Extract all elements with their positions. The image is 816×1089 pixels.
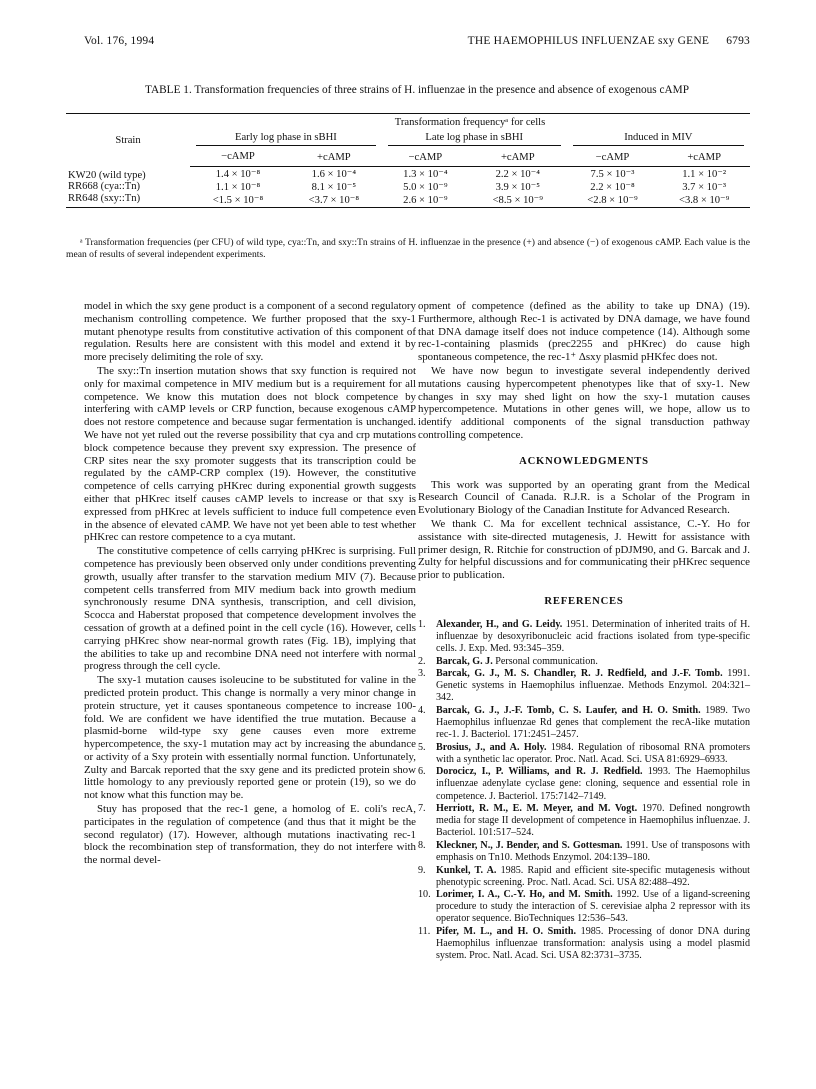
body-paragraph: Stuy has proposed that the rec-1 gene, a homolog of E. coli's recA, participates in the regulation of competence (and thus that it might be the second regulator) (17). However, although mutations inactivating rec-1 block the recombination step of transformation, they do not interfere with the normal devel-: [84, 803, 416, 867]
page-number: 6793: [726, 35, 750, 47]
reference-text: 1985. Rapid and efficient site-specific mutagenesis without phenotypic screening. Proc. Natl. Acad. Sci. USA 82:488–492.: [436, 864, 750, 888]
subcol-header: −cAMP: [190, 148, 286, 167]
value-cell: 1.4 × 10⁻⁸: [215, 168, 261, 180]
strain-cell: RR668 (cya::Tn): [68, 181, 141, 192]
reference-number: 6.: [418, 766, 426, 778]
reference-text: 1951. Determination of inherited traits of H. influenzae by desoxyribonucleic acid fractions isolated from type-specific cells. J. Exp. Med. 93:345–359.: [436, 618, 750, 654]
value-cell: 7.5 × 10⁻³: [590, 168, 635, 180]
value-cell: <3.7 × 10⁻⁸: [286, 193, 382, 208]
value-cell: 2.6 × 10⁻⁹: [382, 193, 469, 208]
value-cell: 2.2 × 10⁻⁸: [590, 181, 635, 193]
reference-number: 3.: [418, 668, 426, 680]
reference-authors: Herriott, R. M., E. M. Meyer, and M. Vogt.: [436, 803, 638, 815]
reference-text: 1993. The Haemophilus influenzae adenylate cyclase gene: cloning, sequence and essential role in competence. J. Bacteriol. 175:7142–7149.: [436, 766, 750, 802]
reference-number: 9.: [418, 864, 426, 876]
strain-cell: RR648 (sxy::Tn): [66, 193, 190, 208]
table-row: [66, 193, 750, 208]
reference-item: [418, 766, 750, 802]
reference-number: 10.: [418, 889, 431, 901]
reference-text: 1992. Use of a ligand-screening procedure to study the interaction of S. cerevisiae alpha 2 repressor with its operator sequence. BioTechniques 12:536–543.: [436, 889, 750, 925]
group-induced-miv: Induced in MIV: [573, 132, 744, 146]
references-heading: REFERENCES: [544, 595, 624, 607]
value-cell: 3.9 × 10⁻⁵: [495, 181, 540, 193]
reference-item: [418, 668, 750, 704]
reference-item: [418, 705, 750, 741]
transformation-table: [66, 113, 750, 208]
table-row: [66, 181, 750, 193]
reference-text: 1991. Use of transposons with emphasis on Tn10. Methods Enzymol. 204:139–180.: [436, 839, 750, 864]
table-caption: TABLE 1. Transformation frequencies of three strains of H. influenzae in the presence and absence of exogenous cAMP: [144, 84, 689, 96]
reference-authors: Barcak, G. J., J.-F. Tomb, C. S. Laufer, and H. O. Smith.: [436, 704, 701, 716]
subcol-header: +cAMP: [469, 148, 567, 167]
reference-item: [418, 865, 750, 889]
value-cell: 1.6 × 10⁻⁴: [311, 168, 357, 180]
body-paragraph: model in which the sxy gene product is a component of a second regulatory mechanism controlling competence. We further proposed that the sxy-1 mutant phenotype results from constitutive activation of this component of regulation. Results here are consistent with this model and extend it by more precisely delimiting the role of sxy.: [84, 300, 416, 364]
value-cell: 3.7 × 10⁻³: [682, 181, 727, 193]
value-cell: <1.5 × 10⁻⁸: [190, 193, 286, 208]
volume-label: Vol. 176, 1994: [84, 35, 155, 47]
subcol-header: +cAMP: [286, 148, 382, 167]
body-paragraph: The sxy-1 mutation causes isoleucine to be substituted for valine in the predicted protein product. This change is normally a very minor change in protein structure, yet it causes spontaneous competence to increase 100-fold. We are confident we have identified the true mutation. Because a plasmid-borne wild-type sxy gene causes even more extreme hypercompetence, the sxy-1 mutation may act by increasing the abundance or activity of a Sxy protein with essentially normal function. Unfortunately, Zulty and Barcak reported that the sxy gene and its predicted protein show little homology to any previously reported gene or protein (19), so we do not know what this function may be.: [84, 674, 416, 802]
reference-authors: Kunkel, T. A.: [436, 864, 497, 876]
value-cell: 2.2 × 10⁻⁴: [495, 168, 540, 180]
reference-text: 1989. Two Haemophilus influenzae Rd genes that complement the recA-like mutation rec-1. J. Bacteriol. 171:2451–2457.: [436, 704, 750, 741]
acknowledgments-heading: ACKNOWLEDGMENTS: [519, 455, 649, 467]
reference-item: [418, 840, 750, 864]
reference-authors: Dorocicz, I., P. Williams, and R. J. Redfield.: [436, 766, 643, 778]
reference-item: [418, 803, 750, 839]
reference-text: 1991. Genetic systems in Haemophilus influenzae. Methods Enzymol. 204:321–342.: [436, 668, 751, 704]
reference-number: 11.: [418, 926, 431, 938]
reference-number: 1.: [418, 618, 426, 630]
reference-authors: Kleckner, N., J. Bender, and S. Gottesman.: [436, 839, 623, 851]
reference-number: 4.: [418, 704, 426, 716]
body-paragraph: We have now begun to investigate several independently derived mutations causing hypercompetent phenotypes like that of sxy-1. New changes in sxy may shed light on how the sxy-1 mutation causes hypercompetence. Mutations in other genes will, we hope, allow us to identify additional components of the signal transduction pathway controlling competence.: [418, 364, 750, 441]
subcol-header: −cAMP: [567, 148, 659, 167]
group-late-log: Late log phase in sBHI: [388, 132, 561, 146]
value-cell: <8.5 × 10⁻⁹: [469, 193, 567, 208]
value-cell: 1.3 × 10⁻⁴: [403, 168, 448, 180]
reference-item: [418, 742, 750, 766]
reference-number: 8.: [418, 839, 426, 851]
reference-text: 1985. Processing of donor DNA during Haemophilus influenzae transformation: analysis using a model plasmid system. Proc. Natl. Acad. Sci. USA 82:3731–3735.: [436, 926, 750, 962]
reference-authors: Brosius, J., and A. Holy.: [436, 741, 547, 753]
reference-number: 2.: [418, 655, 426, 667]
left-column: [84, 300, 416, 867]
reference-authors: Pifer, M. L., and H. O. Smith.: [436, 926, 576, 938]
running-title: THE HAEMOPHILUS INFLUENZAE sxy GENE: [467, 35, 710, 47]
reference-item: [418, 656, 750, 668]
strain-header: Strain: [66, 114, 190, 167]
freq-header: Transformation frequencyᵃ for cells: [190, 114, 750, 131]
group-early-log: Early log phase in sBHI: [196, 132, 376, 146]
reference-authors: Barcak, G. J.: [436, 655, 493, 667]
reference-item: [418, 619, 750, 655]
reference-text: 1970. Defined nongrowth media for stage II development of competence in Haemophilus influenzae. J. Bacteriol. 101:517–524.: [436, 803, 750, 839]
table-row: [66, 167, 750, 181]
reference-text: Personal communication.: [492, 655, 598, 667]
table-footnote: ᵃ Transformation frequencies (per CFU) of wild type, cya::Tn, and sxy::Tn strains of H. influenzae in the presence (+) and absence (−) of exogenous cAMP. Each value is the mean of results of several independent experiments.: [66, 237, 750, 260]
reference-authors: Barcak, G. J., M. S. Chandler, R. J. Redfield, and J.-F. Tomb.: [436, 668, 723, 680]
reference-number: 5.: [418, 741, 426, 753]
reference-text: 1984. Regulation of ribosomal RNA promoters with a synthetic lac operator. Proc. Natl. Acad. Sci. USA 81:6929–6933.: [436, 741, 750, 765]
value-cell: 5.0 × 10⁻⁹: [403, 181, 448, 193]
value-cell: 8.1 × 10⁻⁵: [311, 181, 357, 193]
value-cell: 1.1 × 10⁻²: [682, 168, 727, 180]
reference-authors: Lorimer, I. A., C.-Y. Ho, and M. Smith.: [436, 889, 613, 901]
reference-item: [418, 889, 750, 925]
value-cell: 1.1 × 10⁻⁸: [215, 181, 261, 193]
subcol-header: +cAMP: [658, 148, 750, 167]
reference-authors: Alexander, H., and G. Leidy.: [436, 618, 563, 630]
body-paragraph: opment of competence (defined as the ability to take up DNA) (19). Furthermore, although Rec-1 is activated by DNA damage, we have found that DNA damage itself does not induce competence (14). Although some rec-1-containing plasmids (prec2255 and pHKrec) do cause high spontaneous competence, the rec-1⁺ Δsxy plasmid pHKfec does not.: [418, 300, 750, 364]
acknowledgments-paragraph: We thank C. Ma for excellent technical assistance, C.-Y. Ho for assistance with site-directed mutagenesis, J. Hewitt for assistance with primer design, R. Ritchie for construction of pDJM90, and G. Barcak and J. Zulty for helpful discussions and for communicating their pHKrec sequence prior to publication.: [418, 517, 750, 582]
value-cell: <3.8 × 10⁻⁹: [658, 193, 750, 208]
strain-cell: KW20 (wild type): [68, 169, 146, 181]
body-paragraph: The sxy::Tn insertion mutation shows that sxy function is required not only for maximal competence in MIV medium but is a requirement for all competence. We know this mutation does not block competence by interfering with cAMP levels or CRP function, because exogenous cAMP does not restore competence and because sugar fermentation is unchanged. We have not yet ruled out the reverse possibility that cya and crp mutations block competence because they prevent sxy expression. The presence of CRP sites near the sxy promoter suggests that its transcription could be regulated by the cAMP-CRP complex (19). However, the constitutive competence of cells carrying pHKrec during exponential growth suggests either that pHKrec itself causes cAMP levels to increase or that sxy is expressed from pHKrec at levels sufficient to induce full competence even in the absence of elevated cAMP. We have not yet been able to test whether pHKrec can restore competence to a cya mutant.: [84, 364, 416, 544]
body-paragraph: The constitutive competence of cells carrying pHKrec is surprising. Full competence has previously been observed only under conditions preventing growth, usually after transfer to the starvation medium MIV (7). Because competent cells transferred from MIV medium back into growth medium synchronously resume DNA synthesis, transcription, and cell division, Scocca and Haberstat proposed that competence development involves the cessation of growth at a defined point in the cell cycle (16). However, cells carrying pHKrec show near-normal growth rates (Fig. 1B), implying that the abilities to take up and recombine DNA need not interfere with normal progress through the cell cycle.: [84, 545, 416, 673]
subcol-header: −cAMP: [382, 148, 469, 167]
acknowledgments-paragraph: This work was supported by an operating grant from the Medical Research Council of Canada. R.J.R. is a Scholar of the Program in Evolutionary Biology of the Canadian Institute for Advanced Research.: [418, 478, 750, 517]
right-column: [418, 300, 750, 963]
value-cell: <2.8 × 10⁻⁹: [567, 193, 659, 208]
page-header: [84, 35, 750, 51]
reference-list: [418, 619, 750, 963]
reference-number: 7.: [418, 803, 426, 815]
reference-item: [418, 926, 750, 962]
